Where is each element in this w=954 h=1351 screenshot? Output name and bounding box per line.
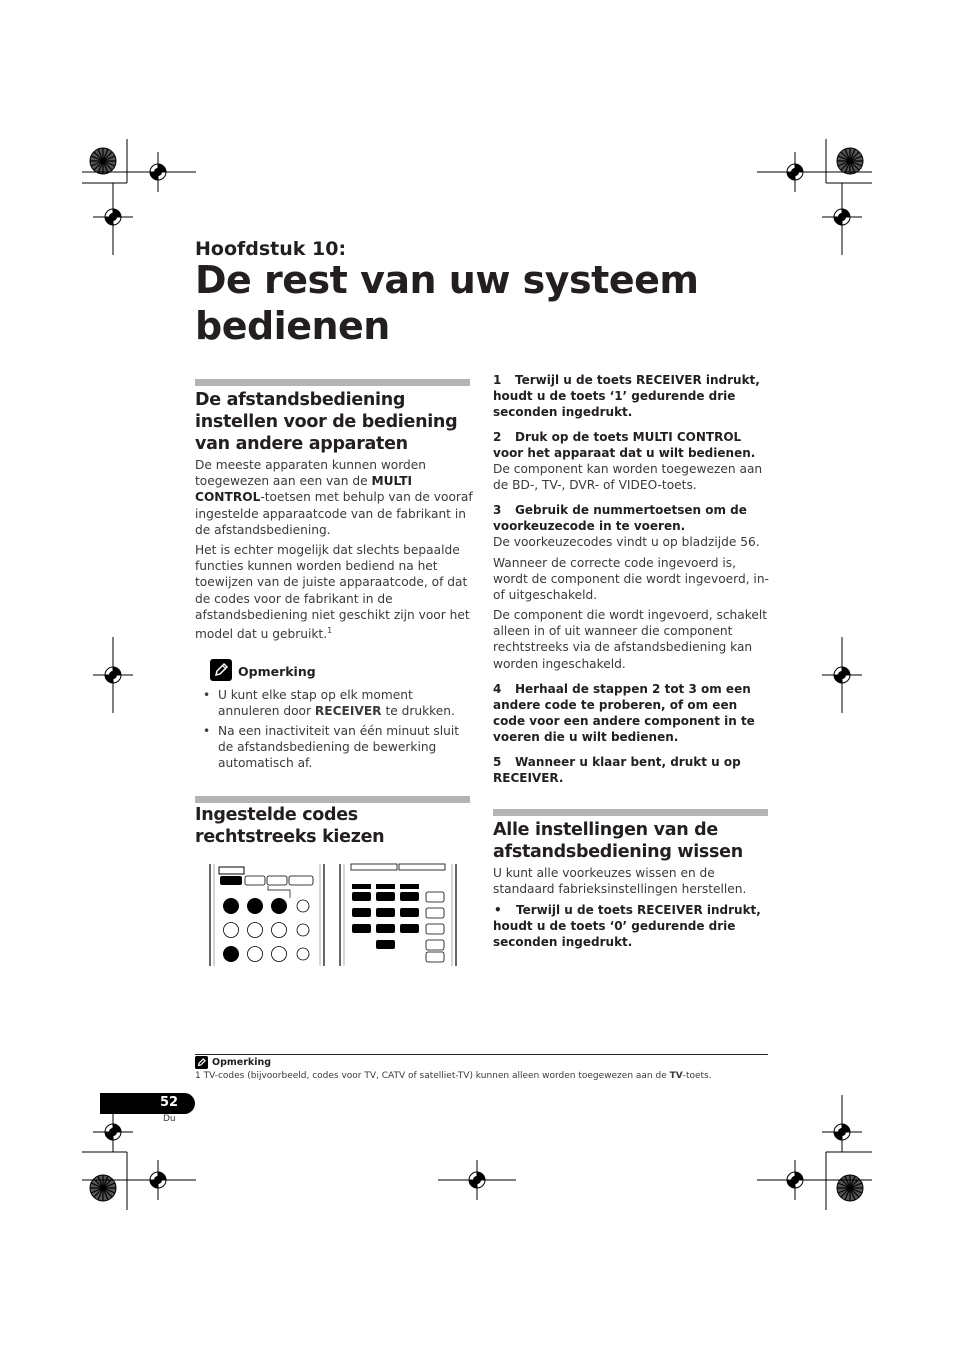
section-divider: [493, 809, 768, 816]
paragraph-caveat: Het is echter mogelijk dat slechts bepaalde functies kunnen worden bediend na het toewijzen van de juiste apparaatcode, of dat de codes voor de fabrikant in de afstandsbediening niet geschikt zijn voor het model dat u gebruikt.$^1$: [195, 543, 470, 642]
step-3: 3 Gebruik de nummertoetsen om de voorkeuzecode in te voeren.: [493, 503, 747, 533]
note-pencil-icon: [210, 659, 232, 681]
step-3-detail-1: De voorkeuzecodes vindt u op bladzijde 56.: [493, 535, 760, 549]
page-title: De rest van uw systeem bedienen: [195, 258, 699, 348]
reset-instruction: • Terwijl u de toets RECEIVER indrukt, houdt u de toets ‘0’ gedurende drie seconden ingedrukt.: [493, 903, 761, 949]
step-1: 1 Terwijl u de toets RECEIVER indrukt, houdt u de toets ‘1’ gedurende drie seconden ingedrukt.: [493, 373, 760, 419]
step-5: 5 Wanneer u klaar bent, drukt u op RECEIVER.: [493, 755, 741, 785]
step-3-detail-2: Wanneer de correcte code ingevoerd is, wordt de component die wordt ingevoerd, in- of uitgeschakeld.: [493, 556, 769, 603]
step-3-detail-3: De component die wordt ingevoerd, schakelt alleen in of uit wanneer die component rechtstreeks via de afstandsbediening kan worden ingeschakeld.: [493, 608, 768, 671]
step-2-detail: De component kan worden toegewezen aan de BD-, TV-, DVR- of VIDEO-toets.: [493, 462, 763, 493]
bullet-dot: •: [203, 724, 211, 738]
chapter-label: Hoofdstuk 10:: [195, 238, 347, 260]
section-heading-setup: De afstandsbediening instellen voor de bediening van andere apparaten: [195, 390, 458, 454]
bullet-dot: •: [203, 688, 211, 702]
note-title: Opmerking: [238, 664, 316, 679]
page-number: 52: [160, 1095, 179, 1110]
page-number-tab: [100, 1093, 195, 1114]
remote-control-illustration: [206, 860, 460, 968]
footnote-pencil-icon: [195, 1056, 208, 1069]
step-4: 4 Herhaal de stappen 2 tot 3 om een andere code te proberen, of om een code voor een andere component in te voeren die u wilt bedienen.: [493, 682, 755, 744]
section-heading-reset: Alle instellingen van de afstandsbediening wissen: [493, 820, 743, 862]
note-bullet-2: • Na een inactiviteit van één minuut sluit de afstandsbediening de bewerking automatisch af.: [203, 724, 459, 771]
section-divider: [195, 379, 470, 386]
footnote-rule: [195, 1054, 768, 1055]
section-heading-direct-codes: Ingestelde codes rechtstreeks kiezen: [195, 805, 385, 847]
note-bullet-1: • U kunt elke stap op elk moment annuleren door RECEIVER te drukken.: [203, 688, 455, 719]
reset-paragraph: U kunt alle voorkeuzes wissen en de standaard fabrieksinstellingen herstellen.: [493, 866, 747, 897]
language-code: Du: [163, 1114, 176, 1124]
paragraph-intro: De meeste apparaten kunnen worden toegewezen aan een van de MULTI CONTROL-toetsen met behulp van de vooraf ingestelde apparaatcode van de fabrikant in de afstandsbediening.: [195, 458, 473, 537]
multi-control-term: MULTI CONTROL: [195, 474, 413, 505]
section-divider: [195, 796, 470, 803]
footnote-title: Opmerking: [212, 1057, 272, 1068]
footnote-text: 1 TV-codes (bijvoorbeeld, codes voor TV, CATV of satelliet-TV) kunnen alleen worden toegewezen aan de TV-toets.: [195, 1071, 712, 1081]
footnote-ref[interactable]: 1: [327, 626, 333, 636]
step-2: 2 Druk op de toets MULTI CONTROL voor het apparaat dat u wilt bedienen.: [493, 430, 756, 460]
